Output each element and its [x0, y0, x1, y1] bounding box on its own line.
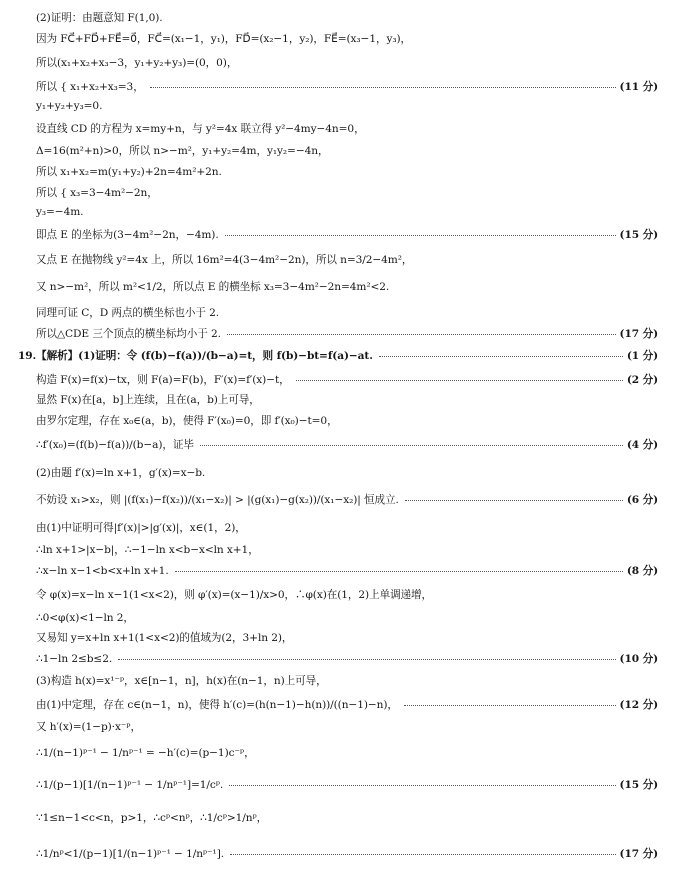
text-line: [0, 610, 692, 625]
leader-dots: [200, 445, 623, 446]
line-text: 即点 E 的坐标为(3−4m²−2n，−4m).: [36, 229, 219, 241]
line-text: ∴1−ln 2≤b≤2.: [36, 652, 113, 665]
line-text: ∵1≤n−1<c<n，p>1，∴cᵖ<nᵖ，∴1/cᵖ>1/nᵖ，: [36, 812, 268, 824]
text-line: [0, 121, 692, 136]
text-line: [0, 55, 692, 70]
text-line: [0, 326, 692, 341]
score-label: (17 分): [619, 848, 658, 860]
text-line: [0, 810, 692, 825]
score-label: (10 分): [619, 653, 658, 665]
text-line: [0, 777, 692, 792]
line-text: 由罗尔定理，存在 x₀∈(a，b)，使得 F′(x₀)=0，即 f′(x₀)−t=0，: [36, 415, 338, 427]
text-line: [0, 252, 692, 267]
text-line: [0, 279, 692, 294]
line-text: 设直线 CD 的方程为 x=my+n，与 y²=4x 联立得 y²−4my−4n=0，: [36, 123, 365, 135]
text-line: [0, 185, 692, 200]
text-line: [0, 673, 692, 688]
line-text: Δ=16(m²+n)>0，所以 n>−m²，y₁+y₂=4m，y₁y₂=−4n，: [36, 145, 329, 157]
text-line: [0, 206, 692, 218]
text-line: [0, 651, 692, 666]
line-text: 由(1)中定理，存在 c∈(n−1，n)，使得 h′(c)=(h(n−1)−h(n))/((n−1)−n)，: [36, 699, 398, 711]
line-text: 构造 F(x)=f(x)−tx，则 F(a)=F(b)，F′(x)=f′(x)−t，: [36, 374, 290, 386]
text-line: [0, 164, 692, 179]
line-text: 又 h′(x)=(1−p)·x⁻ᵖ，: [36, 721, 141, 733]
leader-dots: [118, 659, 615, 660]
text-line: [0, 492, 692, 507]
text-line: [0, 227, 692, 242]
leader-dots: [405, 500, 623, 501]
line-text: (2)证明：由题意知 F(1,0).: [36, 12, 163, 24]
line-text: 所以 x₁+x₂=m(y₁+y₂)+2n=4m²+2n.: [36, 166, 222, 178]
line-text: 因为 FC⃗+FD⃗+FE⃗=0⃗，FC⃗=(x₁−1，y₁)，FD⃗=(x₂−1，y₂)，FE⃗=(x₃−1，y₃)，: [36, 33, 412, 45]
text-line: [0, 465, 692, 480]
line-text: ∴0<φ(x)<1−ln 2，: [36, 612, 134, 624]
text-line: [0, 348, 692, 363]
score-label: (12 分): [619, 699, 658, 711]
leader-dots: [229, 785, 615, 786]
text-line: [0, 413, 692, 428]
line-text: ∴ln x+1>|x−b|，∴−1−ln x<b−x<ln x+1，: [36, 544, 259, 556]
leader-dots: [379, 356, 623, 357]
line-text: (3)构造 h(x)=x¹⁻ᵖ，x∈[n−1，n]，h(x)在(n−1，n)上可导，: [36, 675, 327, 687]
leader-dots: [227, 334, 616, 335]
line-text: 又点 E 在抛物线 y²=4x 上，所以 16m²=4(3−4m²−2n)，所以 n=3/2−4m²，: [36, 254, 413, 266]
score-label: (4 分): [626, 439, 658, 451]
leader-dots: [404, 705, 616, 706]
score-label: (8 分): [626, 565, 658, 577]
line-text: 令 φ(x)=x−ln x−1(1<x<2)，则 φ′(x)=(x−1)/x>0，∴φ(x)在(1，2)上单调递增，: [36, 589, 433, 601]
score-label: (6 分): [626, 494, 658, 506]
text-line: [0, 10, 692, 25]
line-text: ∴1/nᵖ<1/(p−1)[1/(n−1)ᵖ⁻¹ − 1/nᵖ⁻¹].: [36, 847, 224, 860]
line-text: 所以 { x₃=3−4m²−2n，: [36, 187, 158, 199]
text-line: [0, 100, 692, 112]
line-text: ∴f′(x₀)=(f(b)−f(a))/(b−a)，证毕: [36, 439, 194, 451]
text-line: [0, 31, 692, 46]
text-line: [0, 520, 692, 535]
line-text: 所以(x₁+x₂+x₃−3，y₁+y₂+y₃)=(0，0)，: [36, 57, 238, 69]
line-text: (2)由题 f′(x)=ln x+1，g′(x)=x−b.: [36, 467, 206, 479]
line-text: ∴1/(n−1)ᵖ⁻¹ − 1/nᵖ⁻¹ = −h′(c)=(p−1)c⁻ᵖ，: [36, 747, 255, 759]
line-text: 19.【解析】(1)证明：令 (f(b)−f(a))/(b−a)=t，则 f(b)−bt=f(a)−at.: [18, 350, 373, 362]
text-line: [0, 305, 692, 320]
line-text: y₁+y₂+y₃=0.: [36, 100, 103, 112]
score-label: (2 分): [626, 374, 658, 386]
text-line: [0, 392, 692, 407]
text-line: [0, 563, 692, 578]
score-label: (17 分): [619, 328, 658, 340]
text-line: [0, 143, 692, 158]
text-line: [0, 587, 692, 602]
leader-dots: [225, 235, 616, 236]
leader-dots: [230, 854, 616, 855]
text-line: [0, 542, 692, 557]
line-text: ∴1/(p−1)[1/(n−1)ᵖ⁻¹ − 1/nᵖ⁻¹]=1/cᵖ.: [36, 778, 224, 791]
line-text: y₃=−4m.: [36, 206, 84, 218]
text-line: [0, 719, 692, 734]
line-text: 所以 { x₁+x₂+x₃=3，: [36, 81, 144, 93]
score-label: (15 分): [619, 229, 658, 241]
score-label: (11 分): [619, 81, 658, 93]
leader-dots: [296, 380, 623, 381]
text-line: [0, 79, 692, 94]
line-text: 显然 F(x)在[a，b]上连续，且在(a，b)上可导，: [36, 394, 260, 406]
line-text: 不妨设 x₁>x₂，则 |(f(x₁)−f(x₂))/(x₁−x₂)| > |(g(x₁)−g(x₂))/(x₁−x₂)| 恒成立.: [36, 494, 399, 506]
line-text: 又 n>−m²，所以 m²<1/2，所以点 E 的横坐标 x₃=3−4m²−2n=4m²<2.: [36, 281, 390, 293]
line-text: 又易知 y=x+ln x+1(1<x<2)的值域为(2，3+ln 2)，: [36, 632, 293, 644]
line-text: ∴x−ln x−1<b<x+ln x+1.: [36, 564, 169, 577]
line-text: 同理可证 C，D 两点的横坐标也小于 2.: [36, 307, 220, 319]
leader-dots: [175, 571, 623, 572]
text-line: [0, 846, 692, 861]
line-text: 所以△CDE 三个顶点的横坐标均小于 2.: [36, 328, 221, 340]
score-label: (1 分): [626, 350, 658, 362]
line-text: 由(1)中证明可得|f′(x)|>|g′(x)|，x∈(1，2)，: [36, 522, 246, 534]
text-line: [0, 437, 692, 452]
leader-dots: [150, 87, 616, 88]
text-line: [0, 372, 692, 387]
text-line: [0, 697, 692, 712]
text-line: [0, 745, 692, 760]
score-label: (15 分): [619, 779, 658, 791]
text-line: [0, 630, 692, 645]
